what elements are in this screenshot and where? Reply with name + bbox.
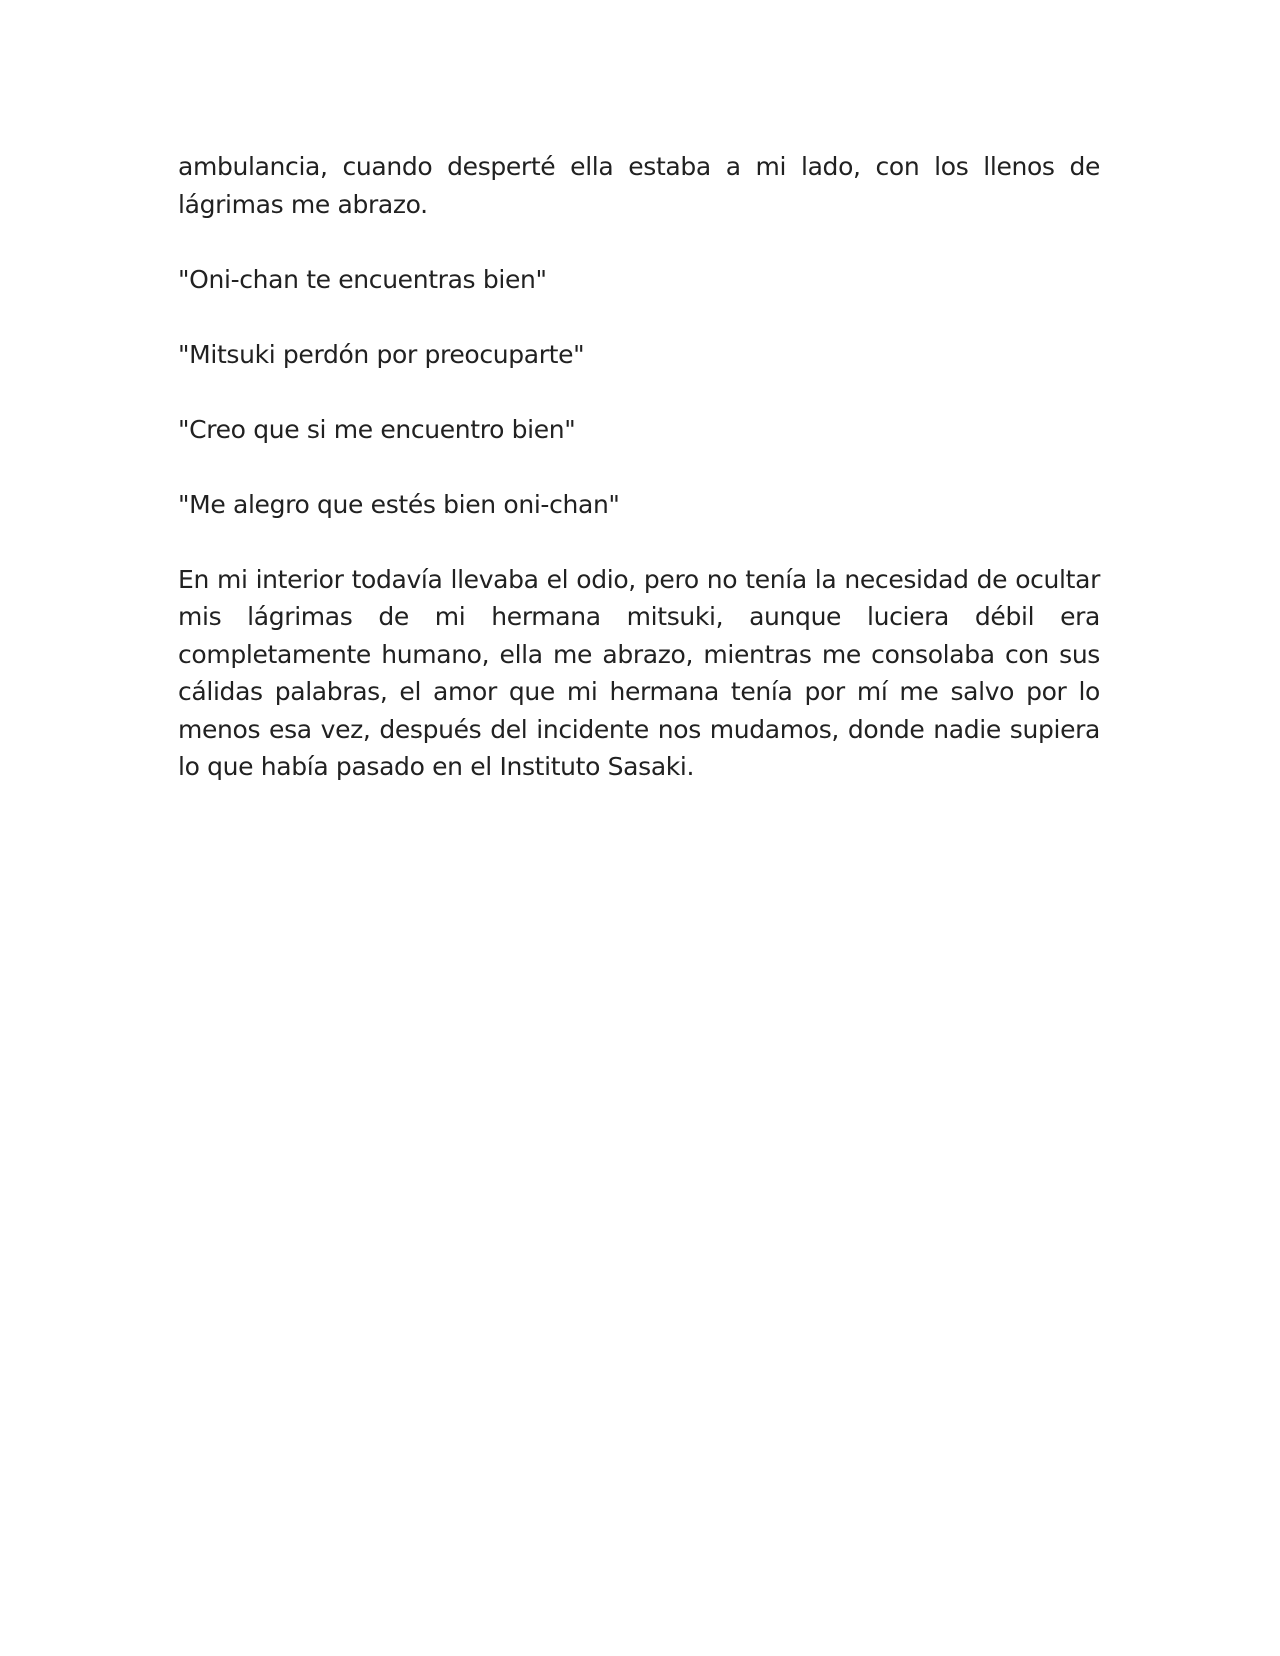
dialogue-line-4: "Me alegro que estés bien oni-chan": [178, 489, 620, 519]
dialogue-line-2: "Mitsuki perdón por preocuparte": [178, 339, 585, 369]
paragraph-conclusion: En mi interior todavía llevaba el odio, pero no tenía la necesidad de ocultar mis lágrimas de mi hermana mitsuki, aunque luciera débil era completamente humano, ella me abrazo, mientras me consolaba con sus cálidas palabras, el amor que mi hermana tenía por mí me salvo por lo menos esa vez, después del incidente nos mudamos, donde nadie supiera lo que había pasado en el Instituto Sasaki.: [178, 564, 1100, 781]
dialogue-line-3: "Creo que si me encuentro bien": [178, 414, 576, 444]
paragraph-ambulance: ambulancia, cuando desperté ella estaba a mi lado, con los llenos de lágrimas me abrazo.: [178, 152, 1100, 219]
dialogue-line-1: "Oni-chan te encuentras bien": [178, 264, 547, 294]
document-body: [178, 148, 1100, 823]
